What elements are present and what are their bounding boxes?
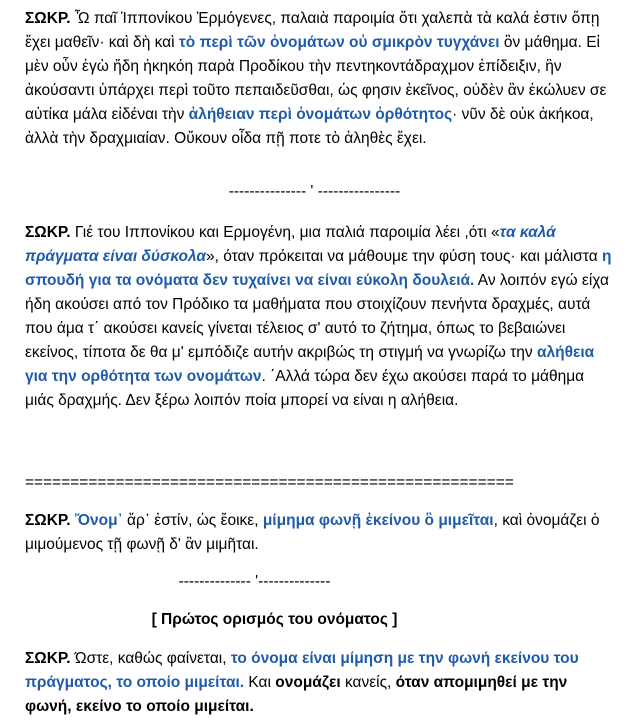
highlight-text: αλήθεια για την ορθότητα των ονομάτων — [25, 344, 595, 385]
speaker-label: ΣΩΚΡ. — [25, 224, 71, 241]
text-run: κανείς, — [340, 674, 396, 691]
separator-dashes: --------------- ' ---------------- — [228, 183, 401, 200]
highlight-text: η σπουδή για τα ονόματα δεν τυχαίνει να είναι εύκολη δουλειά. — [25, 248, 612, 289]
text-run: », όταν πρόκειται να μάθουμε την φύση τους· και μάλιστα — [206, 248, 603, 265]
text-run: Ώστε, καθώς φαίνεται, — [70, 650, 231, 667]
text-run: · νῦν δὲ οὐκ ἀκήκοα, ἀλλὰ τὴν δραχμιαίαν. Οὔκουν οἶδα πῇ ποτε τὸ ἀληθὲς ἔχει. — [25, 106, 594, 147]
text-run: Και — [244, 674, 276, 691]
speaker-label: ΣΩΚΡ. — [25, 512, 71, 529]
text-run: ὂν μάθημα. Εἰ μὲν οὖν ἐγὼ ἤδη ἠκηκόη παρὰ Προδίκου τὴν πεντηκοντάδραχμον ἐπίδειξιν, ἣν ἀκούσαντι ὑπάρχει περὶ τοῦτο πεπαιδεῦσθαι, ὡς φησιν ἐκεῖνος, οὐδὲν ἂν ἐκώλυεν σε αὐτίκα μάλα εἰδέναι τὴν — [25, 34, 607, 123]
highlight-text: μίμημα φωνῇ ἐκείνου ὃ μιμεῖται — [262, 512, 494, 529]
text-run: Αν λοιπόν εγώ είχα ήδη ακούσει από τον Πρόδικο τα μαθήματα που στοιχίζουν πενήντα δραχμές, αυτά που άμα τ΄ ακούσει κανείς γίνεται τέλειος σ' αυτό το ζήτημα, όπως το βεβαιώνει εκείνος, τίποτα δε θα μ' εμπόδιζε αυτήν ακριβώς τη στιγμή να γνωρίζω την — [25, 272, 609, 361]
speaker-label: ΣΩΚΡ. — [25, 10, 71, 27]
emphasis-text: όταν απομιμηθεί με την φωνή, εκείνο το οποίο μιμείται. — [25, 674, 568, 715]
highlight-text: ἀλήθειαν περὶ ὀνομάτων ὀρθότητος — [188, 106, 453, 123]
paragraph-modern-greek-1 — [25, 221, 617, 413]
highlight-text: τὸ περὶ τῶν ὀνομάτων οὐ σμικρὸν τυγχάνει — [178, 34, 500, 51]
separator-equals: ====================================================== — [25, 474, 514, 491]
paragraph-ancient-greek-1 — [25, 7, 617, 151]
separator-dashes: -------------- '-------------- — [178, 573, 331, 590]
paragraph-modern-greek-2 — [25, 647, 617, 719]
highlight-text: τα καλά πράγματα είναι δύσκολα — [25, 224, 556, 265]
highlight-text: το όνομα είναι μίμηση με την φωνή εκείνου του πράγματος, το οποίο μιμείται. — [25, 650, 579, 691]
text-run: Γιέ του Ιππονίκου και Ερμογένη, μια παλιά παροιμία λέει ,ότι « — [70, 224, 500, 241]
highlight-text: Ὄνομ᾽ — [74, 512, 123, 529]
paragraph-ancient-greek-2 — [25, 509, 617, 557]
text-run: . ΄Αλλά τώρα δεν έχω ακούσει παρά το μάθημα μιάς δραχμής. Δεν ξέρω λοιπόν ποία μπορεί να είναι η αλήθεια. — [25, 368, 585, 409]
text-run: ἄρ᾽ ἐστίν, ὡς ἔοικε, — [122, 512, 263, 529]
text-run: Ὦ παῖ Ἱππονίκου Ἑρμόγενες, παλαιὰ παροιμία ὅτι χαλεπὰ τὰ καλά ἐστιν ὅπῃ ἔχει μαθεῖν· καὶ δὴ καὶ — [25, 10, 600, 51]
speaker-label: ΣΩΚΡ. — [25, 650, 71, 667]
text-run: , καὶ ὀνομάζει ὁ μιμούμενος τῇ φωνῇ δ' ἂν μιμῆται. — [25, 512, 600, 553]
emphasis-text: ονομάζει — [275, 674, 341, 691]
section-heading: [ Πρώτος ορισμός του ονόματος ] — [151, 611, 398, 628]
